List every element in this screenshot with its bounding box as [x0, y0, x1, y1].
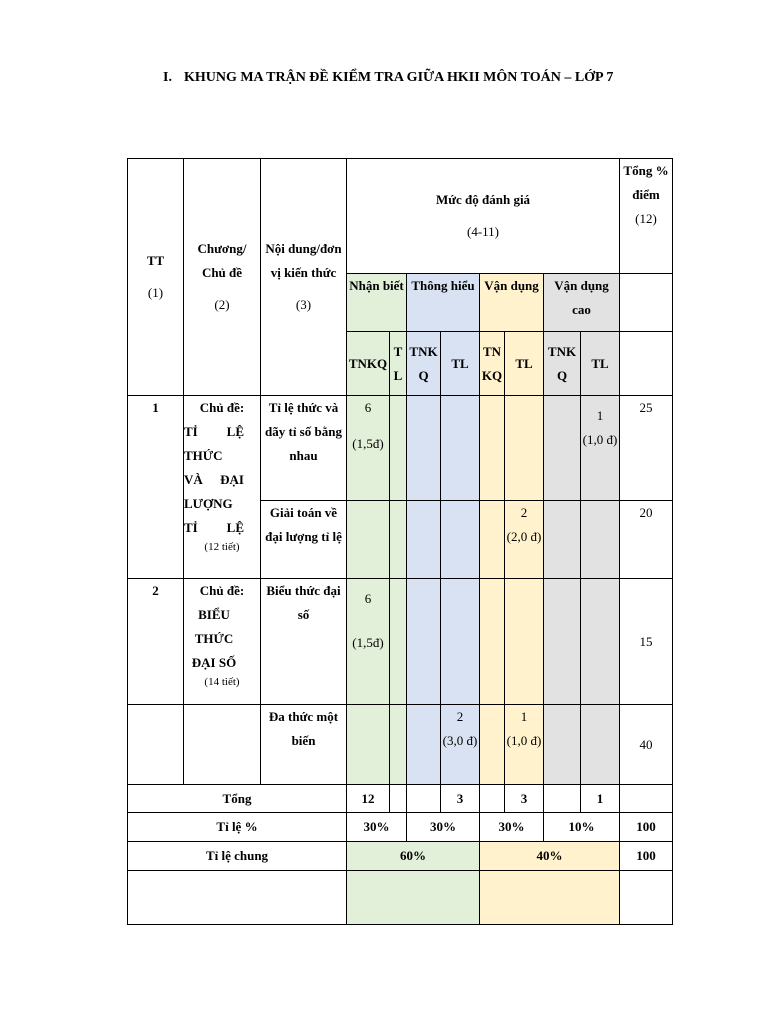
sub-vd-tnkq: TNKQ: [480, 332, 505, 396]
row2-chu-de-label: Chủ đề:: [199, 583, 245, 598]
cell-empty: [581, 579, 620, 705]
table-row: [128, 705, 673, 785]
cell-empty: [441, 579, 480, 705]
header-noidung: [261, 159, 347, 396]
cell-empty: [390, 705, 407, 785]
chung-1: 60%: [347, 842, 480, 871]
cell-empty: [544, 396, 581, 501]
cell-empty: [480, 396, 505, 501]
row1a-nb-tnkq-count: 6: [364, 400, 372, 415]
row2-chu-de: [184, 579, 261, 705]
tile-vdc: 10%: [544, 813, 620, 842]
tile-nb: 30%: [347, 813, 407, 842]
chuong-num: (2): [214, 297, 230, 312]
cell-empty: [544, 785, 581, 813]
chuong-label: Chương/ Chủ đề: [197, 241, 247, 280]
header-mucdo: [347, 159, 620, 274]
row1-chu-de-name: TỈ LỆ THỨC VÀ ĐẠI LƯỢNG TỈ LỆ: [184, 424, 244, 535]
row1a-vdc-tl-diem: (1,0 đ): [582, 432, 618, 447]
cell-empty: [128, 705, 184, 785]
chung-total: 100: [620, 842, 673, 871]
row1b-vd-tl: [505, 501, 544, 579]
header-tong: [620, 159, 673, 274]
row1a-vdc-tl: [581, 396, 620, 501]
row2b-th-tl: [441, 705, 480, 785]
header-row-1: [128, 159, 673, 274]
mucdo-num: (4-11): [466, 224, 499, 239]
row2b-noidung: Đa thức một biến: [261, 705, 347, 785]
cell-empty: [128, 871, 347, 925]
cell-empty: [505, 579, 544, 705]
row1a-nb-tnkq: [347, 396, 390, 501]
cell-empty: [390, 396, 407, 501]
tong-vd: 3: [505, 785, 544, 813]
tong-num: (12): [635, 211, 657, 226]
header-tong-blank-2: [620, 332, 673, 396]
page-title: [163, 70, 613, 86]
row2-tt: 2: [128, 579, 184, 705]
cell-empty: [620, 785, 673, 813]
row2b-vd-tl: [505, 705, 544, 785]
cell-empty: [544, 579, 581, 705]
row2b-th-tl-count: 2: [456, 709, 464, 724]
tile-label: Tỉ lệ %: [128, 813, 347, 842]
row1b-noidung: Giải toán về đại lượng tỉ lệ: [261, 501, 347, 579]
sub-th-tl: TL: [441, 332, 480, 396]
row2-tiet: (14 tiết): [204, 676, 240, 688]
cell-empty: [347, 705, 390, 785]
row1-chu-de-label: Chủ đề:: [199, 400, 245, 415]
matrix-table: [127, 158, 673, 925]
level-nhan-biet: Nhận biết: [347, 274, 407, 332]
cell-empty: [441, 501, 480, 579]
cell-empty: [407, 785, 441, 813]
cell-empty: [407, 501, 441, 579]
header-tt: [128, 159, 184, 396]
tt-label: TT: [146, 253, 165, 268]
sub-nb-tnkq: TNKQ: [347, 332, 390, 396]
cell-empty: [480, 579, 505, 705]
cell-empty: [581, 501, 620, 579]
header-tong-blank-1: [620, 274, 673, 332]
row2a-noidung: Biểu thức đại số: [261, 579, 347, 705]
level-van-dung-cao: Vận dụng cao: [544, 274, 620, 332]
row1b-vd-tl-count: 2: [520, 505, 528, 520]
tong-th: 3: [441, 785, 480, 813]
tong-label: Tổng % điểm: [623, 163, 669, 202]
title-text: KHUNG MA TRẬN ĐỀ KIỂM TRA GIỮA HKII MÔN TOÁN – LỚP 7: [183, 70, 614, 85]
cell-empty: [407, 705, 441, 785]
sub-nb-tl: TL: [390, 332, 407, 396]
row2a-nb-tnkq: [347, 579, 390, 705]
cell-empty: [390, 579, 407, 705]
row2b-th-tl-diem: (3,0 đ): [442, 733, 478, 748]
row1a-nb-tnkq-diem: (1,5đ): [352, 436, 384, 451]
table-row: [128, 396, 673, 501]
cell-empty: [480, 501, 505, 579]
chung-2: 40%: [480, 842, 620, 871]
mucdo-label: Mức độ đánh giá: [435, 192, 531, 207]
cell-empty: [480, 705, 505, 785]
cell-empty: [544, 705, 581, 785]
row2b-tong: 40: [620, 705, 673, 785]
sub-vdc-tnkq: TNKQ: [544, 332, 581, 396]
cell-empty: [390, 501, 407, 579]
row1a-vdc-tl-count: 1: [596, 408, 604, 423]
row2a-tong: 15: [620, 579, 673, 705]
row2a-nb-tnkq-count: 6: [364, 591, 372, 606]
level-thong-hieu: Thông hiểu: [407, 274, 480, 332]
table-row: [128, 579, 673, 705]
sub-th-tnkq: TNKQ: [407, 332, 441, 396]
cell-empty: [407, 396, 441, 501]
noidung-label: Nội dung/đơn vị kiến thức: [265, 241, 342, 280]
cell-empty: [480, 785, 505, 813]
row1a-tong: 25: [620, 396, 673, 501]
noidung-num: (3): [295, 297, 312, 312]
summary-chung-row: [128, 842, 673, 871]
cell-empty: [544, 501, 581, 579]
row1-chu-de: [184, 396, 261, 579]
sub-vd-tl: TL: [505, 332, 544, 396]
tile-total: 100: [620, 813, 673, 842]
row1a-noidung: Tỉ lệ thức và dãy tỉ số bằng nhau: [261, 396, 347, 501]
cell-empty: [347, 501, 390, 579]
row2-chu-de-name: BIỂU THỨC ĐẠI SỐ: [191, 607, 237, 670]
blank-row: [128, 871, 673, 925]
row2a-nb-tnkq-diem: (1,5đ): [352, 635, 384, 650]
section-number: I.: [163, 70, 172, 85]
cell-empty: [480, 871, 620, 925]
tile-vd: 30%: [480, 813, 544, 842]
cell-empty: [620, 871, 673, 925]
row2b-vd-tl-count: 1: [520, 709, 528, 724]
summary-tong-row: [128, 785, 673, 813]
tong-vdc: 1: [581, 785, 620, 813]
chung-label: Tỉ lệ chung: [128, 842, 347, 871]
level-van-dung: Vận dụng: [480, 274, 544, 332]
tong-label: Tổng: [128, 785, 347, 813]
cell-empty: [390, 785, 407, 813]
cell-empty: [347, 871, 480, 925]
cell-empty: [407, 579, 441, 705]
header-chuong: [184, 159, 261, 396]
tt-num: (1): [147, 285, 164, 300]
cell-empty: [581, 705, 620, 785]
row1b-vd-tl-diem: (2,0 đ): [506, 529, 542, 544]
row1-tt: 1: [128, 396, 184, 579]
tile-th: 30%: [407, 813, 480, 842]
row1b-tong: 20: [620, 501, 673, 579]
cell-empty: [441, 396, 480, 501]
cell-empty: [184, 705, 261, 785]
row1-tiet: (12 tiết): [204, 541, 240, 553]
summary-tile-row: [128, 813, 673, 842]
tong-nb: 12: [347, 785, 390, 813]
row2b-vd-tl-diem: (1,0 đ): [506, 733, 542, 748]
sub-vdc-tl: TL: [581, 332, 620, 396]
cell-empty: [505, 396, 544, 501]
